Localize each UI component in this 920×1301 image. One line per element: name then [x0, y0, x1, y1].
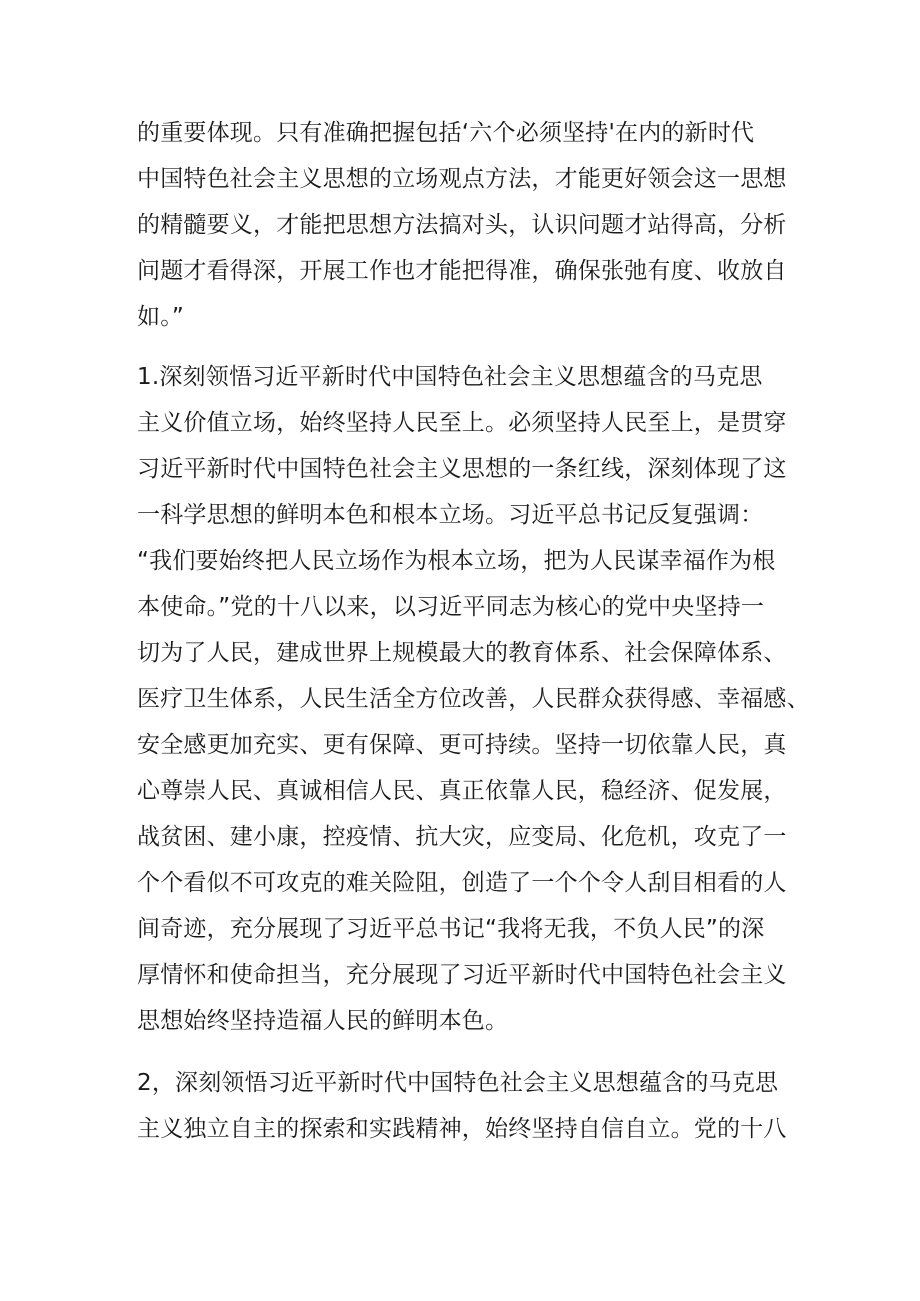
text-line: 安全感更加充实、更有保障、更可持续。坚持一切依靠人民，真 [137, 732, 787, 758]
text-line: “我们要始终把人民立场作为根本立场，把为人民谋幸福作为根 [137, 548, 776, 574]
text-line: 的重要体现。只有准确把握包括‘六个必须坚持'在内的新时代 [137, 120, 755, 146]
text-line: 的精髓要义，才能把思想方法搞对头，认识问题才站得高，分析 [137, 212, 787, 238]
text-line: 心尊崇人民、真诚相信人民、真正依靠人民，稳经济、促发展， [137, 778, 787, 804]
text-line: 个个看似不可攻克的难关险阻，创造了一个个令人刮目相看的人 [137, 870, 787, 896]
text-line: 2，深刻领悟习近平新时代中国特色社会主义思想蕴含的马克思 [137, 1070, 779, 1096]
text-line: 问题才看得深，开展工作也才能把得准，确保张弛有度、收放自 [137, 258, 787, 284]
text-line: 间奇迹，充分展现了习近平总书记“我将无我，不负人民”的深 [137, 916, 765, 942]
text-line: 思想始终坚持造福人民的鲜明本色。 [137, 1008, 509, 1034]
text-line: 中国特色社会主义思想的立场观点方法，才能更好领会这一思想 [137, 166, 787, 192]
text-line: 主义独立自主的探索和实践精神，始终坚持自信自立。党的十八 [137, 1116, 787, 1142]
text-line: 主义价值立场，始终坚持人民至上。必须坚持人民至上，是贯穿 [137, 410, 787, 436]
text-line: 厚情怀和使命担当，充分展现了习近平新时代中国特色社会主义 [137, 962, 787, 988]
text-line: 一科学思想的鲜明本色和根本立场。习近平总书记反复强调： [137, 502, 764, 528]
text-line: 战贫困、建小康，控疫情、抗大灾，应变局、化危机，攻克了一 [137, 824, 787, 850]
text-line: 医疗卫生体系，人民生活全方位改善，人民群众获得感、幸福感、 [137, 686, 810, 712]
text-line: 本使命。”党的十八以来，以习近平同志为核心的党中央坚持一 [137, 594, 765, 620]
text-line: 习近平新时代中国特色社会主义思想的一条红线，深刻体现了这 [137, 456, 787, 482]
text-line: 切为了人民，建成世界上规模最大的教育体系、社会保障体系、 [137, 640, 787, 666]
text-line: 1.深刻领悟习近平新时代中国特色社会主义思想蕴含的马克思 [137, 364, 763, 390]
text-line: 如。” [137, 304, 185, 330]
